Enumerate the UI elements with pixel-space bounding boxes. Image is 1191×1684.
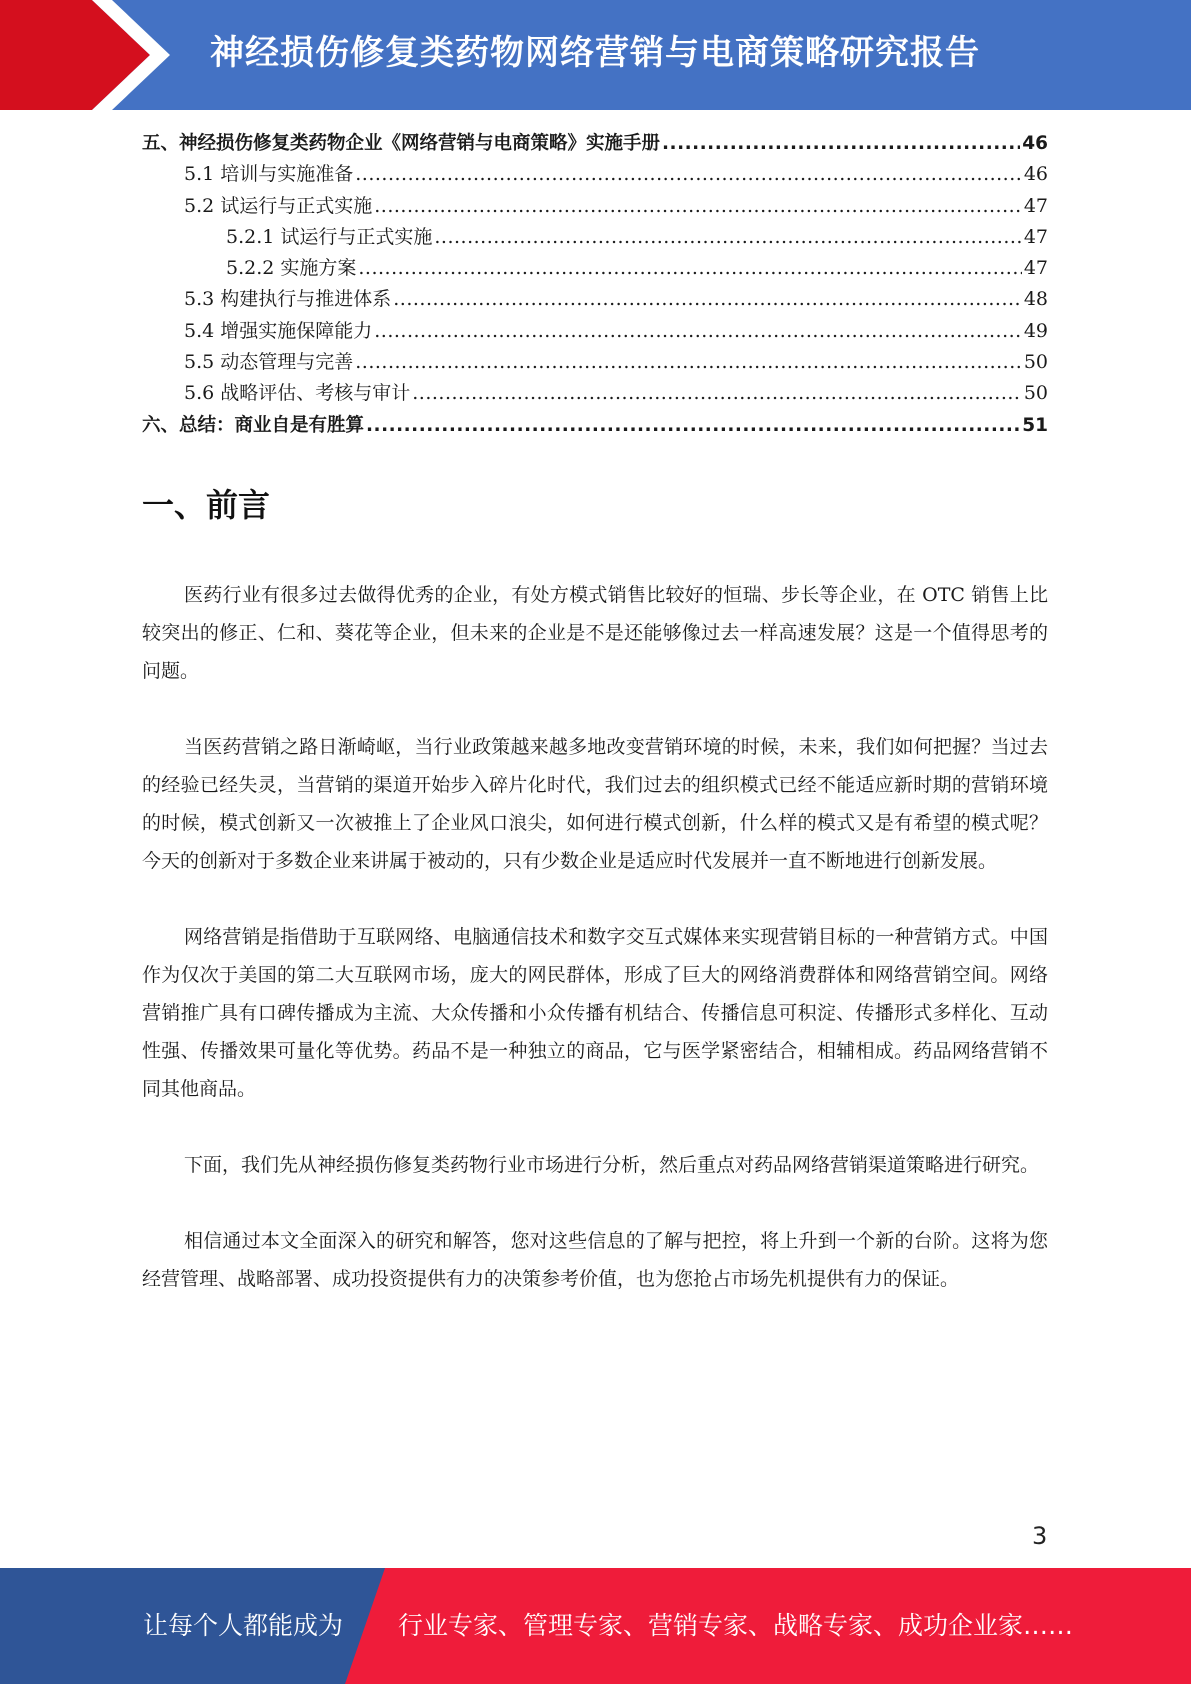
toc-entry[interactable] <box>142 410 1048 441</box>
toc-leader <box>358 253 1021 284</box>
toc-entry-page: 47 <box>1023 225 1048 248</box>
toc-entry[interactable] <box>142 316 1048 347</box>
toc-leader <box>374 316 1022 347</box>
toc-entry-page: 48 <box>1023 288 1048 311</box>
toc-entry-title: 5.6 战略评估、考核与审计 <box>184 382 411 405</box>
toc-entry[interactable] <box>142 222 1048 253</box>
section-heading: 一、前言 <box>142 486 271 524</box>
section-body <box>142 576 1048 1336</box>
footer-slogan-right: 行业专家、管理专家、营销专家、战略专家、成功企业家…… <box>398 1611 1074 1640</box>
toc-entry[interactable] <box>142 378 1048 409</box>
toc-leader <box>355 347 1022 378</box>
toc-entry-title: 5.2.2 实施方案 <box>226 257 357 280</box>
toc-leader <box>412 378 1022 409</box>
paragraph: 相信通过本文全面深入的研究和解答，您对这些信息的了解与把控，将上升到一个新的台阶。这将为您经营管理、战略部署、成功投资提供有力的决策参考价值，也为您抢占市场先机提供有力的保证。 <box>142 1230 1048 1290</box>
toc-entry-page: 50 <box>1023 382 1048 405</box>
toc-entry[interactable] <box>142 159 1048 190</box>
paragraph: 当医药营销之路日渐崎岖，当行业政策越来越多地改变营销环境的时候，未来，我们如何把握？当过去的经验已经失灵，当营销的渠道开始步入碎片化时代，我们过去的组织模式已经不能适应新时期的营销环境的时候，模式创新又一次被推上了企业风口浪尖，如何进行模式创新，什么样的模式又是有希望的模式呢？今天的创新对于多数企业来讲属于被动的，只有少数企业是适应时代发展并一直不断地进行创新发展。 <box>142 736 1048 872</box>
toc-leader <box>662 128 1020 159</box>
toc-leader <box>374 191 1022 222</box>
paragraph: 医药行业有很多过去做得优秀的企业，有处方模式销售比较好的恒瑞、步长等企业，在 OTC 销售上比较突出的修正、仁和、葵花等企业，但未来的企业是不是还能够像过去一样高速发展？这是一个值得思考的问题。 <box>142 584 1048 682</box>
toc-leader <box>434 222 1021 253</box>
paragraph: 网络营销是指借助于互联网络、电脑通信技术和数字交互式媒体来实现营销目标的一种营销方式。中国作为仅次于美国的第二大互联网市场，庞大的网民群体，形成了巨大的网络消费群体和网络营销空间。网络营销推广具有口碑传播成为主流、大众传播和小众传播有机结合、传播信息可积淀、传播形式多样化、互动性强、传播效果可量化等优势。药品不是一种独立的商品，它与医学紧密结合，相辅相成。药品网络营销不同其他商品。 <box>142 926 1048 1100</box>
toc-leader <box>393 284 1022 315</box>
toc-entry[interactable] <box>142 284 1048 315</box>
toc-entry-page: 46 <box>1023 163 1048 186</box>
toc-entry[interactable] <box>142 128 1048 159</box>
toc-entry-title: 5.3 构建执行与推进体系 <box>184 288 392 311</box>
toc-entry-page: 50 <box>1023 351 1048 374</box>
page-header <box>0 0 1191 110</box>
page-number: 3 <box>1032 1522 1048 1550</box>
toc-entry-page: 46 <box>1022 133 1048 154</box>
toc-entry-title: 5.2 试运行与正式实施 <box>184 194 373 217</box>
toc-entry-page: 49 <box>1023 319 1048 342</box>
toc-entry[interactable] <box>142 347 1048 378</box>
toc-entry-page: 47 <box>1023 194 1048 217</box>
toc-entry[interactable] <box>142 191 1048 222</box>
toc-entry-title: 5.1 培训与实施准备 <box>184 163 354 186</box>
header-title: 神经损伤修复类药物网络营销与电商策略研究报告 <box>210 33 980 73</box>
toc-entry-title: 六、总结：商业自是有胜算 <box>142 414 365 436</box>
toc-entry-title: 五、神经损伤修复类药物企业《网络营销与电商策略》实施手册 <box>142 133 661 154</box>
toc-entry-title: 5.2.1 试运行与正式实施 <box>226 225 433 248</box>
toc-entry-page: 51 <box>1022 414 1048 436</box>
toc-leader <box>355 159 1022 190</box>
toc-entry[interactable] <box>142 253 1048 284</box>
toc-entry-title: 5.4 增强实施保障能力 <box>184 319 373 342</box>
footer-slogan-left: 让每个人都能成为 <box>143 1611 344 1640</box>
toc-entry-title: 5.5 动态管理与完善 <box>184 351 354 374</box>
toc-leader <box>366 410 1020 441</box>
paragraph: 下面，我们先从神经损伤修复类药物行业市场进行分析，然后重点对药品网络营销渠道策略进行研究。 <box>184 1154 1040 1176</box>
page-footer <box>0 1568 1191 1684</box>
toc-entry-page: 47 <box>1023 257 1048 280</box>
table-of-contents <box>142 128 1048 441</box>
